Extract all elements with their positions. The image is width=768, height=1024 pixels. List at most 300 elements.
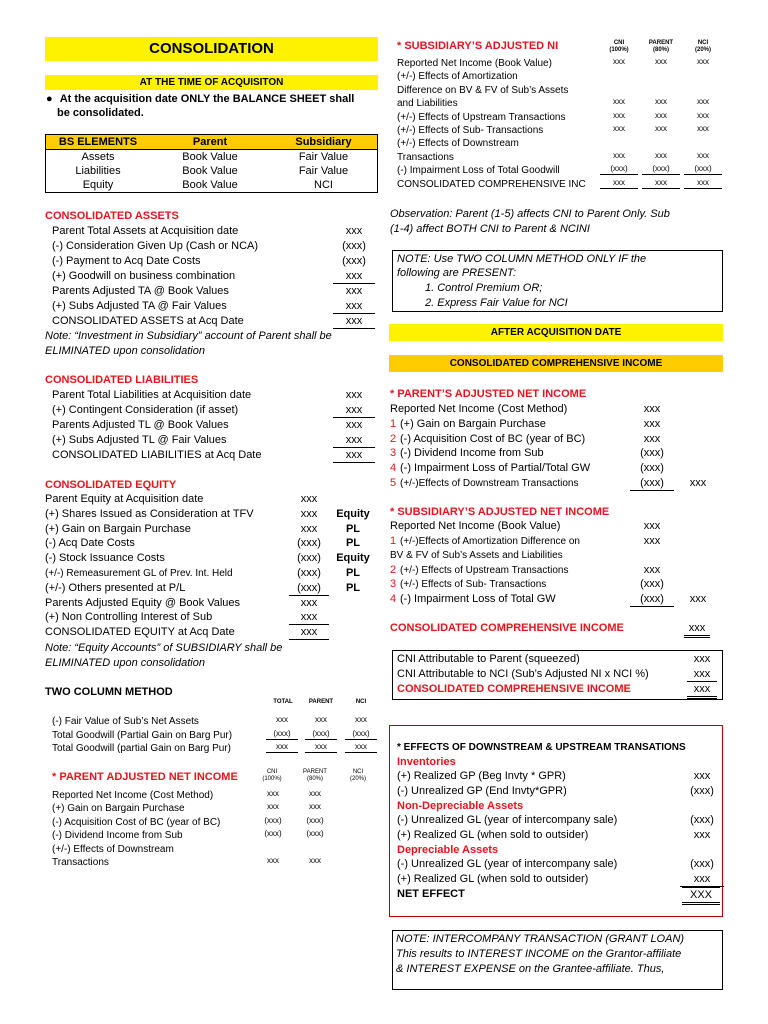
ledger-label: (-) Stock Issuance Costs (45, 552, 165, 565)
ledger-tag: PL (345, 566, 361, 579)
ledger-tag: Equity (336, 552, 370, 565)
ledger-row (45, 625, 378, 640)
ledger-label: Parent Total Liabilities at Acquisition date (52, 389, 252, 401)
ledger-row (52, 224, 378, 239)
ledger-tag: Equity (336, 507, 370, 520)
ledger-row (45, 522, 378, 537)
cell: xxx (655, 97, 667, 107)
ledger-row (45, 566, 378, 581)
page-title: CONSOLIDATION (45, 37, 378, 61)
cell: xxx (267, 855, 279, 865)
ledger-row (390, 476, 725, 491)
ledger-row (52, 299, 378, 314)
ledger-row (390, 461, 725, 476)
parent-ani-heading: * PARENT ADJUSTED NET INCOME (52, 771, 238, 783)
table-row (52, 715, 378, 729)
cell: xxx (305, 742, 337, 753)
row-number: 2 (390, 563, 397, 576)
table-cell: Equity (82, 179, 114, 191)
table-cell: Book Value (182, 179, 238, 191)
ledger-row (52, 284, 378, 299)
cell: xxx (697, 97, 709, 107)
sub-ani-col-headers (600, 40, 724, 58)
row-label: Reported Net Income (Cost Method) (52, 790, 214, 801)
cell: (xxx) (266, 729, 298, 740)
row-number: 5 (390, 476, 397, 489)
row-number: 4 (390, 462, 397, 475)
row-number: 2 (390, 432, 397, 445)
row-label: (-) Impairment Loss of Partial/Total GW (400, 462, 591, 475)
ledger-label: (+) Gain on Bargain Purchase (45, 522, 191, 535)
equity-heading: CONSOLIDATED EQUITY (45, 479, 177, 491)
equity-rows (45, 492, 378, 640)
col-header (257, 769, 287, 783)
row-label: and Liabilities (397, 98, 458, 110)
ledger-label: Parent Total Assets at Acquisition date (52, 225, 239, 237)
net-effect-value: XXX (682, 887, 720, 905)
ledger-value: (xxx) (690, 785, 714, 797)
table-row (397, 178, 725, 191)
ledger-label: Parents Adjusted Equity @ Book Values (45, 596, 241, 609)
ledger-row (390, 519, 725, 534)
row-label: Reported Net Income (Cost Method) (390, 403, 568, 415)
note-item-1: 1. Control Premium OR; (425, 282, 543, 294)
effects-heading: * EFFECTS OF DOWNSTREAM & UPSTREAM TRANSATIONS (397, 742, 686, 753)
ledger-label: Parent Equity at Acquisition date (45, 493, 204, 505)
ledger-row (52, 433, 378, 448)
cell: xxx (355, 715, 367, 724)
row-label: (-) Impairment Loss of Total GW (400, 592, 556, 605)
observation-1: Observation: Parent (1-5) affects CNI to Parent Only. Sub (390, 208, 670, 220)
row-label: (-) Unrealized GL (year of intercompany sale) (397, 858, 618, 870)
ledger-row (397, 813, 719, 828)
table-row (397, 111, 725, 124)
row-label: (+) Gain on Bargain Purchase (52, 803, 185, 815)
cell: xxx (697, 57, 709, 66)
table-row (397, 57, 725, 70)
ledger-label: Parents Adjusted TL @ Book Values (52, 419, 229, 431)
cell: xxx (642, 178, 680, 189)
ledger-value: xxx (289, 625, 329, 640)
cell: xxx (267, 789, 279, 798)
col-header-line: (100%) (609, 47, 629, 53)
sub-ani-rows (397, 57, 725, 191)
cci-total-value: xxx (684, 621, 710, 638)
ledger-value: (xxx) (640, 462, 664, 475)
row-label: (-) Fair Value of Sub’s Net Assets (52, 716, 199, 727)
ledger-value: (xxx) (640, 578, 664, 590)
parent-ani-rows (52, 789, 378, 869)
cell: xxx (345, 742, 377, 753)
ledger-value: (xxx) (690, 858, 714, 870)
sub-adj-heading: * SUBSIDIARY’S ADJUSTED NET INCOME (390, 506, 610, 518)
ledger-value: xxx (345, 389, 363, 401)
ledger-value: (xxx) (690, 814, 714, 826)
row-label: BV & FV of Sub’s Assets and Liabilities (390, 550, 563, 561)
cell: (xxx) (345, 729, 377, 740)
table-row (46, 178, 378, 193)
ledger-value: xxx (300, 596, 318, 609)
ledger-row (390, 432, 725, 447)
ledger-row (390, 402, 725, 417)
ledger-row (52, 388, 378, 403)
row-label: CNI Attributable to NCI (Sub’s Adjusted NI x NCI %) (397, 667, 649, 680)
row-number: 3 (390, 447, 397, 460)
net-effect-label: NET EFFECT (397, 888, 465, 900)
ledger-value: xxx (333, 299, 375, 314)
ledger-label: (+) Subs Adjusted TL @ Fair Values (52, 434, 227, 446)
col-header: TOTAL (273, 699, 293, 705)
row-label: (-) Acquisition Cost of BC (year of BC) (52, 816, 221, 828)
row-label: (+) Realized GL (when sold to outsider) (397, 873, 589, 885)
cell: (xxx) (305, 729, 337, 740)
row-label: (+/-)Effects of Amortization Difference on (400, 535, 580, 547)
ledger-row (52, 239, 378, 254)
cell: xxx (655, 57, 667, 66)
table-row (397, 137, 725, 150)
cell: xxx (655, 123, 667, 133)
row-label: (-) Acquisition Cost of BC (year of BC) (400, 432, 586, 445)
table-header-row (46, 135, 378, 150)
ledger-value: xxx (333, 403, 375, 418)
ledger-label: CONSOLIDATED LIABILITIES at Acq Date (52, 449, 262, 461)
ledger-row (397, 682, 719, 697)
ledger-row (52, 448, 378, 463)
cell: xxx (267, 802, 279, 812)
row-label: (-) Impairment Loss of Total Goodwill (397, 165, 560, 177)
note-line-2: following are PRESENT: (397, 267, 517, 279)
row-label: (+/-)Effects of Downstream Transactions (400, 477, 579, 489)
ledger-row (390, 548, 725, 563)
grant-note-line-3: & INTEREST EXPENSE on the Grantee-affiliate. Thus, (396, 963, 665, 975)
inventories-heading: Inventories (397, 756, 456, 768)
ledger-row (397, 828, 719, 843)
table-row (52, 789, 378, 802)
cell: (xxx) (264, 829, 282, 839)
cell: xxx (613, 110, 625, 120)
table-cell: Liabilities (75, 165, 121, 177)
cci-total-label: CONSOLIDATED COMPREHENSIVE INCOME (390, 622, 624, 634)
ledger-value: (xxx) (342, 255, 366, 267)
note-item-2: 2. Express Fair Value for NCI (425, 297, 568, 309)
assets-note-2: ELIMINATED upon consolidation (45, 345, 205, 357)
table-header: BS ELEMENTS (58, 136, 138, 148)
row-label: Total Goodwill (partial Gain on Barg Pur) (52, 743, 231, 754)
ledger-value: xxx (689, 476, 707, 489)
ledger-value: (xxx) (342, 240, 366, 252)
ledger-tag: PL (345, 537, 361, 550)
ledger-value: (xxx) (297, 537, 321, 550)
row-label: (+/-) Effects of Sub- Transactions (397, 124, 544, 136)
ledger-value: (xxx) (297, 566, 321, 579)
ledger-value: (xxx) (630, 476, 674, 491)
cni-rows (397, 652, 719, 696)
ledger-row (45, 610, 378, 625)
table-row (397, 164, 725, 177)
ledger-row (45, 492, 378, 507)
ledger-value: xxx (333, 314, 375, 329)
ledger-value: xxx (693, 829, 711, 841)
row-label: (-) Unrealized GL (year of intercompany sale) (397, 814, 618, 826)
ledger-value: (xxx) (297, 552, 321, 565)
table-cell: Fair Value (298, 165, 349, 177)
acquisition-bullet (46, 92, 354, 106)
ledger-value: xxx (643, 417, 661, 430)
cell: (xxx) (306, 829, 324, 839)
row-number: 4 (390, 592, 397, 605)
cell: xxx (315, 715, 327, 724)
cci-banner: CONSOLIDATED COMPREHENSIVE INCOME (389, 355, 723, 372)
ledger-value: xxx (643, 534, 661, 547)
row-number: 1 (390, 417, 397, 430)
note-line-1: NOTE: Use TWO COLUMN METHOD ONLY IF the (397, 253, 647, 265)
grant-note-line-1: NOTE: INTERCOMPANY TRANSACTION (GRANT LOAN) (396, 933, 685, 945)
inventories-rows (397, 769, 719, 799)
ledger-value: xxx (693, 770, 711, 782)
ledger-row (390, 577, 725, 592)
ledger-row (45, 581, 378, 596)
ledger-label: (+) Subs Adjusted TA @ Fair Values (52, 300, 227, 312)
ledger-value: xxx (693, 653, 711, 665)
two-column-rows (52, 715, 378, 756)
cell: (xxx) (600, 164, 638, 175)
table-row (52, 729, 378, 743)
assets-note-1: Note: “Investment in Subsidiary” account of Parent shall be (45, 330, 332, 342)
ledger-tag: PL (345, 522, 361, 535)
bullet-text-1: At the acquisition date ONLY the BALANCE SHEET shall (59, 93, 355, 105)
cell: xxx (600, 178, 638, 189)
dep-rows (397, 857, 719, 887)
ledger-row (390, 446, 725, 461)
bullet-icon: ● (46, 93, 53, 105)
ledger-row (45, 507, 378, 522)
sub-adj-rows (390, 519, 725, 606)
col-header (297, 769, 333, 783)
table-row (46, 150, 378, 165)
cell: xxx (613, 57, 625, 66)
row-label: (+) Realized GP (Beg Invty * GPR) (397, 770, 566, 782)
row-label: Transactions (52, 856, 109, 868)
table-row (52, 802, 378, 815)
row-label: CNI Attributable to Parent (squeezed) (397, 653, 580, 665)
row-label: CONSOLIDATED COMPREHENSIVE INC (397, 178, 586, 190)
ledger-tag: PL (345, 581, 361, 594)
assets-heading: CONSOLIDATED ASSETS (45, 210, 179, 222)
ledger-value: (xxx) (289, 581, 329, 596)
ledger-row (397, 667, 719, 682)
parent-adj-rows (390, 402, 725, 491)
cell: xxx (266, 742, 298, 753)
row-label: (+/-) Effects of Downstream (52, 843, 174, 855)
ledger-row (52, 254, 378, 269)
ledger-label: (-) Acq Date Costs (45, 537, 135, 550)
col-header-line: (80%) (652, 47, 669, 53)
ledger-value: xxx (333, 448, 375, 463)
ledger-label: Parents Adjusted TA @ Book Values (52, 285, 229, 297)
ledger-label: (-) Payment to Acq Date Costs (52, 255, 201, 267)
row-label: (+) Realized GL (when sold to outsider) (397, 829, 589, 841)
table-row (397, 84, 725, 97)
ledger-row (397, 857, 719, 872)
col-header-line: PARENT (648, 40, 674, 46)
ledger-label: CONSOLIDATED EQUITY at Acq Date (45, 626, 235, 639)
ledger-value: xxx (643, 520, 661, 532)
row-label: (+/-) Effects of Upstream Transactions (400, 564, 569, 576)
cell: xxx (309, 855, 321, 865)
row-label: CONSOLIDATED COMPREHENSIVE INCOME (397, 682, 631, 695)
ledger-row (45, 551, 378, 566)
ledger-value: xxx (289, 610, 329, 625)
cell: (xxx) (306, 815, 324, 825)
ledger-label: (+) Goodwill on business combination (52, 270, 236, 282)
ledger-row (52, 403, 378, 418)
row-label: Difference on BV & FV of Sub’s Assets (397, 84, 569, 96)
sub-ani-heading: * SUBSIDIARY’S ADJUSTED NI (397, 40, 559, 52)
ledger-row (397, 784, 719, 799)
ledger-value: xxx (300, 493, 318, 505)
ledger-label: (+) Shares Issued as Consideration at TFV (45, 507, 254, 520)
col-header-line: (20%) (349, 776, 366, 782)
row-label: (-) Dividend Income from Sub (52, 830, 183, 842)
table-cell: Book Value (182, 165, 238, 177)
cell: xxx (613, 150, 625, 160)
ledger-row (390, 534, 725, 549)
equity-note-2: ELIMINATED upon consolidation (45, 657, 205, 669)
cell: (xxx) (264, 815, 282, 825)
cell: xxx (613, 123, 625, 133)
ledger-row (390, 417, 725, 432)
row-label: Transactions (397, 151, 454, 163)
row-label: (-) Dividend Income from Sub (400, 447, 544, 460)
row-label: Reported Net Income (Book Value) (397, 58, 552, 69)
col-header (343, 769, 373, 783)
cell: xxx (697, 123, 709, 133)
table-row (52, 829, 378, 842)
ledger-label: (-) Consideration Given Up (Cash or NCA) (52, 240, 259, 252)
liabilities-rows (52, 388, 378, 463)
cell: (xxx) (642, 164, 680, 175)
cell: xxx (613, 97, 625, 107)
row-label: (+/-) Effects of Sub- Transactions (400, 579, 547, 590)
ledger-value: xxx (680, 872, 724, 887)
ledger-row (52, 314, 378, 329)
ledger-label: (+/-) Others presented at P/L (45, 581, 186, 594)
ledger-value: xxx (643, 403, 661, 415)
bullet-text-2: be consolidated. (57, 107, 144, 119)
ledger-value: xxx (689, 592, 707, 605)
row-label: Reported Net Income (Book Value) (390, 520, 561, 532)
ledger-row (52, 269, 378, 284)
ledger-value: xxx (687, 682, 717, 699)
ledger-row (397, 872, 719, 887)
bs-elements-table (45, 134, 378, 193)
two-column-heading: TWO COLUMN METHOD (45, 686, 173, 698)
col-header (684, 40, 722, 54)
ledger-value: xxx (687, 667, 717, 682)
cell: (xxx) (684, 164, 722, 175)
col-header-line: CNI (266, 769, 278, 775)
ledger-row (397, 769, 719, 784)
table-row (52, 816, 378, 829)
cell: xxx (309, 802, 321, 812)
row-label: (+/-) Effects of Upstream Transactions (397, 111, 566, 123)
col-header-line: (20%) (694, 47, 711, 53)
ledger-value: (xxx) (630, 592, 674, 607)
col-header-line: PARENT (303, 769, 327, 775)
cell: xxx (655, 110, 667, 120)
ledger-value: xxx (345, 419, 363, 431)
ledger-row (52, 418, 378, 433)
nondep-rows (397, 813, 719, 843)
col-header-line: (80%) (306, 776, 323, 782)
table-cell: Book Value (182, 151, 238, 163)
row-label: Total Goodwill (Partial Gain on Barg Pur) (52, 729, 233, 741)
cell: xxx (684, 178, 722, 189)
ledger-value: xxx (333, 433, 375, 448)
row-label: (+/-) Effects of Downstream (397, 138, 519, 150)
table-cell: Assets (81, 151, 115, 163)
col-header (600, 40, 638, 54)
observation-2: (1-4) affect BOTH CNI to Parent & NCINI (390, 223, 590, 235)
col-header (642, 40, 680, 54)
ledger-value: xxx (643, 563, 661, 576)
col-header-line: NCI (697, 40, 709, 46)
table-row (397, 124, 725, 137)
ledger-row (390, 592, 725, 607)
col-header: PARENT (308, 699, 334, 705)
table-row (46, 164, 378, 178)
table-row (52, 843, 378, 856)
after-acquisition-banner: AFTER ACQUISITION DATE (389, 324, 723, 341)
ledger-label: (+) Non Controlling Interest of Sub (45, 611, 213, 624)
equity-note-1: Note: “Equity Accounts” of SUBSIDIARY shall be (45, 642, 283, 654)
row-number: 1 (390, 534, 397, 547)
ledger-value: (xxx) (640, 447, 664, 460)
ledger-label: (+/-) Remeasurement GL of Prev. Int. Held (45, 567, 233, 579)
ledger-value: xxx (300, 522, 318, 535)
table-header: Parent (192, 136, 228, 148)
table-row (397, 97, 725, 110)
table-row (52, 742, 378, 756)
cell: xxx (276, 715, 288, 724)
table-row (397, 70, 725, 83)
acquisition-banner: AT THE TIME OF ACQUISITON (45, 75, 378, 90)
ledger-row (45, 596, 378, 611)
dep-heading: Depreciable Assets (397, 844, 499, 856)
parent-adj-heading: * PARENT’S ADJUSTED NET INCOME (390, 388, 587, 400)
nondep-heading: Non-Depreciable Assets (397, 800, 524, 812)
row-label: (-) Unrealized GP (End Invty*GPR) (397, 785, 567, 797)
col-header: NCI (355, 699, 367, 705)
cell: xxx (309, 789, 321, 798)
ledger-value: xxx (345, 225, 363, 237)
table-header: Subsidiary (295, 136, 352, 148)
assets-rows (52, 224, 378, 329)
row-label: (+) Gain on Bargain Purchase (400, 417, 546, 430)
col-header-line: NCI (352, 769, 364, 775)
ledger-row (397, 652, 719, 667)
cell: xxx (697, 150, 709, 160)
col-header-line: CNI (613, 40, 625, 46)
ledger-row (45, 536, 378, 551)
table-row (397, 151, 725, 164)
row-label: (+/-) Effects of Amortization (397, 71, 518, 83)
ledger-label: (+) Contingent Consideration (if asset) (52, 404, 239, 416)
table-cell: Fair Value (298, 151, 349, 163)
table-cell: NCI (314, 179, 333, 191)
cell: xxx (697, 110, 709, 120)
col-header-line: (100%) (262, 776, 282, 782)
